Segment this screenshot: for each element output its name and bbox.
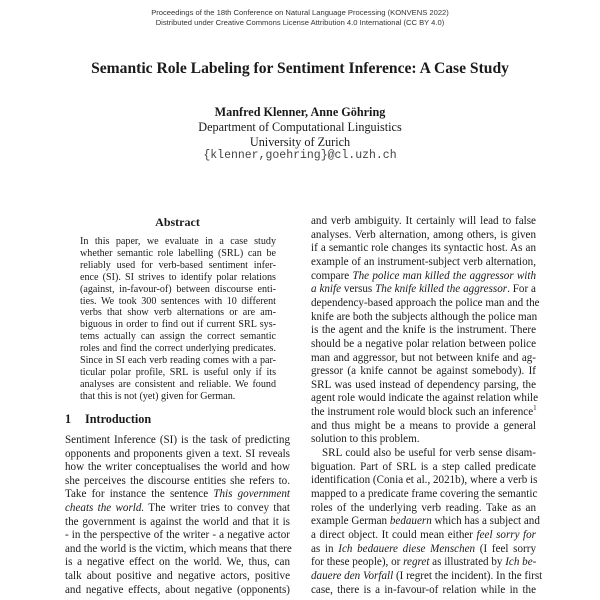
text-run: tems actually can assign the correct semantic xyxy=(80,331,276,343)
text-line xyxy=(65,434,290,446)
text-run: ticular polar profile, SRL is useful only if its xyxy=(80,366,276,378)
italic-example: Ich be- xyxy=(505,556,537,569)
italic-example: bedauern xyxy=(389,515,432,528)
text-run: a direct object. It could mean either xyxy=(311,528,477,541)
text-run: mapped to a predicate frame covering the semantic xyxy=(311,488,538,500)
text-run: . For a xyxy=(507,283,536,296)
text-run: (against, in-favour-of) between discourse enti- xyxy=(80,283,276,295)
text-line xyxy=(65,556,290,568)
text-run: talk about positive and negative actors, positive xyxy=(65,570,290,582)
text-line xyxy=(65,448,290,460)
text-run: case, there is a in-favour-of relation while in the xyxy=(311,583,536,596)
text-line xyxy=(311,311,536,323)
text-run: is the agent and the knife is the instrument. There xyxy=(311,324,536,337)
text-run: identification (Conia et al., 2021b), where a verb is xyxy=(311,474,538,487)
text-run: Take for instance the sentence xyxy=(65,488,214,501)
text-line xyxy=(311,543,536,555)
italic-example: feel sorry for xyxy=(476,528,536,541)
text-run: example of an instrument-subject verb alternation, xyxy=(311,255,536,268)
text-run: and the world is the victim, which means that there xyxy=(65,542,292,555)
text-line xyxy=(80,284,276,295)
text-run: man and aggressor, but not between knife and ag- xyxy=(311,351,536,364)
text-line xyxy=(80,379,276,390)
text-line xyxy=(80,248,276,259)
text-run: The writer tries to convey that xyxy=(144,502,290,514)
footnote-marker[interactable]: 1 xyxy=(533,404,537,413)
text-run: knife are both the subjects although the police man xyxy=(311,310,538,323)
text-line xyxy=(80,296,276,307)
text-line xyxy=(80,367,276,378)
text-run: and verb ambiguity. It certainly will lead to false xyxy=(311,215,536,227)
italic-example: cheats the world. xyxy=(65,502,145,514)
text-line xyxy=(65,584,290,596)
text-run: the government is against the world and that it is xyxy=(65,515,290,528)
text-line xyxy=(311,379,536,391)
text-line xyxy=(311,584,536,596)
text-run: that this is not (yet) given for German. xyxy=(80,390,236,402)
text-line xyxy=(311,447,536,459)
text-run: reliably used for verb-based sentiment infer- xyxy=(80,259,276,271)
introduction-heading xyxy=(65,412,151,427)
text-run: biguous in order to find out if current SRL sys- xyxy=(80,319,276,331)
text-run: analyses are consistent and reliable. We found xyxy=(80,378,276,390)
text-run: which has a subject and xyxy=(431,515,540,528)
text-run: SRL was used instead of dependency parsing, the xyxy=(311,378,536,391)
text-run: should be a negative polar relation between police xyxy=(311,337,536,350)
text-line xyxy=(311,433,536,445)
text-run: Sentiment Inference (SI) is the task of predicting xyxy=(65,434,290,446)
italic-example: a knife xyxy=(311,283,341,296)
paper-title: Semantic Role Labeling for Sentiment Inference: A Case Study xyxy=(91,60,509,77)
author-email: {klenner,goehring}@cl.uzh.ch xyxy=(203,149,397,162)
text-line xyxy=(311,324,536,336)
text-line xyxy=(311,406,536,418)
text-line xyxy=(65,529,290,541)
text-line xyxy=(311,270,536,282)
license-header: Distributed under Creative Commons License Attribution 4.0 International (CC BY 4.0) xyxy=(155,18,445,27)
text-line xyxy=(311,256,536,268)
text-run: as illustrated by xyxy=(429,556,506,569)
text-line xyxy=(311,352,536,364)
text-run: ence (SI). SI strives to identify polar relations xyxy=(80,271,276,283)
text-line xyxy=(311,515,540,528)
authors: Manfred Klenner, Anne Göhring xyxy=(214,105,386,119)
italic-example: dauere den Vorfall xyxy=(311,569,394,582)
text-run: Since in SI each verb reading comes with a par- xyxy=(80,355,276,366)
text-line xyxy=(65,570,290,582)
text-line xyxy=(311,488,536,500)
text-run: ties. We took 300 sentences with 10 different xyxy=(80,295,276,307)
section-title: Introduction xyxy=(85,412,152,426)
text-line xyxy=(80,319,276,330)
text-run: example German xyxy=(311,515,390,528)
text-line xyxy=(80,272,276,283)
text-line xyxy=(311,569,543,582)
italic-example: regret xyxy=(403,556,430,569)
text-run: and negative effects, about negative (opponents) xyxy=(65,583,290,596)
text-run: solution to this problem. xyxy=(311,433,420,446)
text-line xyxy=(65,543,290,555)
text-run: compare xyxy=(311,269,353,282)
text-line xyxy=(311,242,536,254)
text-line xyxy=(311,556,536,568)
text-run: biguation. Part of SRL is a step called predicate xyxy=(311,460,536,473)
text-line xyxy=(311,283,536,295)
text-line xyxy=(311,338,536,350)
text-line xyxy=(65,502,290,514)
text-run: and thus might be a means to provide a general xyxy=(311,419,536,432)
abstract-heading: Abstract xyxy=(155,215,200,229)
text-run: agent role would indicate the against relation while xyxy=(311,392,539,405)
text-run: gressor (a knife cannot be against somebody). If xyxy=(311,365,536,378)
text-line xyxy=(65,488,290,500)
text-run: (I feel sorry xyxy=(475,542,536,555)
text-run: whether semantic role labelling (SRL) can be xyxy=(80,247,276,259)
text-line xyxy=(80,307,276,318)
text-line xyxy=(65,475,290,487)
text-run: In this paper, we evaluate in a case study xyxy=(80,236,276,247)
text-line xyxy=(80,391,276,402)
text-run: roles and find the correct underlying predicates. xyxy=(80,343,276,355)
text-line xyxy=(80,236,276,247)
text-line xyxy=(311,365,536,377)
text-run: is a negative effect on the world. We, thus, can xyxy=(65,556,290,569)
text-run: opponents and proponents given a text. SI reveals xyxy=(65,447,290,460)
italic-example: The knife killed the aggressor xyxy=(375,283,508,296)
affiliation-department: Department of Computational Linguistics xyxy=(198,120,402,134)
text-run: for these people), or xyxy=(311,556,404,569)
text-line xyxy=(80,260,276,271)
text-line xyxy=(311,296,540,309)
text-line xyxy=(65,461,290,473)
italic-example: Ich bedauere diese Menschen xyxy=(338,542,476,555)
text-run: she perceives the discourse entities she refers to. xyxy=(65,474,290,487)
text-run: dependency-based approach the police man and the xyxy=(311,296,540,309)
text-line xyxy=(311,474,536,486)
proceedings-header: Proceedings of the 18th Conference on Natural Language Processing (KONVENS 2022) xyxy=(151,8,449,17)
text-run: if a semantic role changes its syntactic host. As an xyxy=(311,242,536,255)
text-line xyxy=(80,331,276,342)
text-run: - in the perspective of the writer - a negative actor xyxy=(65,529,290,542)
text-run: versus xyxy=(341,283,376,296)
text-run: as in xyxy=(311,542,339,555)
italic-example: The police man killed the aggressor with xyxy=(352,269,536,282)
text-run: roles of the underlying verb reading. Take as an xyxy=(311,501,536,514)
italic-example: This government xyxy=(213,488,290,501)
text-line xyxy=(311,502,536,514)
text-run: SRL could also be useful for verb sense disam- xyxy=(322,447,536,460)
text-run: analyses. Verb alternation, among others, is given xyxy=(311,228,536,241)
text-line xyxy=(65,516,290,528)
text-run: verbs that show verb alternations or are am- xyxy=(80,307,276,319)
text-line xyxy=(311,529,536,541)
section-number: 1 xyxy=(65,412,72,426)
text-line xyxy=(311,215,536,227)
text-line xyxy=(311,392,539,405)
text-line xyxy=(311,461,536,473)
text-line xyxy=(80,355,276,366)
text-line xyxy=(311,229,536,241)
text-run: how the writer conceptualises the world and how xyxy=(65,461,290,474)
text-line xyxy=(80,343,276,354)
affiliation-university: University of Zurich xyxy=(249,134,351,149)
text-run: the instrument role would block such an inference xyxy=(311,406,534,419)
text-line xyxy=(311,420,536,432)
text-run: (I regret the incident). In the first xyxy=(393,569,543,582)
